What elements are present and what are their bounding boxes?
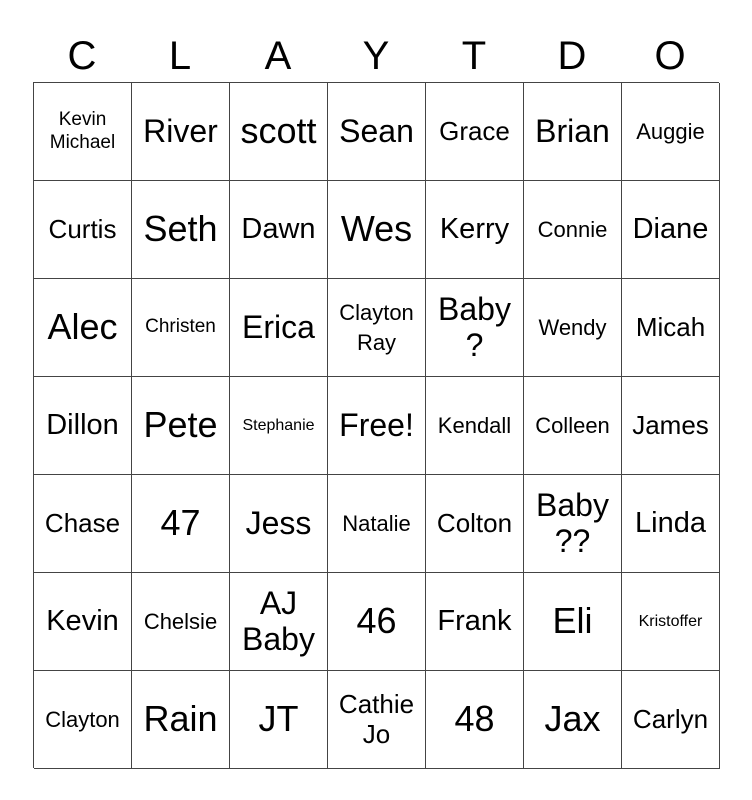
bingo-cell[interactable] [132, 475, 230, 573]
bingo-cell[interactable] [34, 573, 132, 671]
cell-label: Baby ? [438, 291, 511, 363]
cell-label: Natalie [342, 510, 411, 536]
bingo-cell[interactable] [328, 181, 426, 279]
cell-label: Erica [242, 308, 315, 345]
cell-label: Dillon [46, 408, 119, 441]
bingo-cell[interactable] [524, 83, 622, 181]
cell-label: Connie [537, 216, 608, 242]
cell-label: Wes [340, 208, 413, 250]
bingo-cell[interactable] [328, 83, 426, 181]
cell-label: Auggie [636, 118, 705, 144]
cell-label: Kevin [46, 604, 119, 637]
cell-label: Christen [145, 316, 216, 338]
bingo-cell[interactable] [328, 573, 426, 671]
bingo-cell[interactable] [34, 279, 132, 377]
cell-label: Kerry [439, 212, 510, 245]
bingo-cell[interactable] [328, 377, 426, 475]
cell-label: Jess [245, 504, 312, 541]
bingo-cell[interactable] [230, 475, 328, 573]
bingo-cell[interactable] [230, 83, 328, 181]
header-letter-o: O [654, 34, 686, 78]
cell-label: James [632, 409, 709, 440]
header-letter-y: Y [362, 34, 390, 78]
bingo-cell[interactable] [328, 279, 426, 377]
cell-label: Stephanie [242, 416, 315, 434]
header-letter-c: C [67, 34, 97, 78]
bingo-cell[interactable] [34, 377, 132, 475]
cell-label: Pete [143, 404, 218, 446]
cell-label: Diane [632, 212, 709, 245]
cell-label: 47 [160, 502, 201, 544]
cell-label: Kristoffer [638, 612, 703, 630]
bingo-cell[interactable] [622, 573, 720, 671]
bingo-cell[interactable] [230, 377, 328, 475]
bingo-cell[interactable] [132, 573, 230, 671]
bingo-cell[interactable] [132, 181, 230, 279]
cell-label: AJ Baby [242, 585, 315, 657]
header-letter-a: A [264, 34, 292, 78]
cell-label: Clayton [45, 706, 120, 732]
bingo-cell[interactable] [328, 475, 426, 573]
header-letter-l: L [168, 34, 192, 78]
bingo-cell[interactable] [34, 181, 132, 279]
header-letter-d: D [557, 34, 587, 78]
bingo-cell[interactable] [230, 279, 328, 377]
bingo-cell[interactable] [622, 475, 720, 573]
bingo-cell[interactable] [622, 83, 720, 181]
bingo-cell[interactable] [34, 83, 132, 181]
cell-label: Colleen [535, 412, 610, 438]
cell-label: Colton [436, 507, 513, 538]
cell-label: Linda [635, 506, 706, 539]
bingo-cell[interactable] [622, 181, 720, 279]
cell-label: Curtis [48, 213, 117, 244]
bingo-cell[interactable] [230, 181, 328, 279]
bingo-cell[interactable] [34, 671, 132, 769]
bingo-cell[interactable] [524, 671, 622, 769]
bingo-cell[interactable] [524, 475, 622, 573]
cell-label: Brian [535, 112, 610, 149]
cell-label: Alec [47, 306, 118, 348]
bingo-cell[interactable] [132, 83, 230, 181]
cell-label: 48 [454, 698, 495, 740]
cell-label: Free! [339, 406, 414, 443]
bingo-cell[interactable] [622, 377, 720, 475]
cell-label: Micah [635, 311, 706, 342]
cell-label: Chelsie [143, 608, 218, 634]
cell-label: Carlyn [632, 703, 709, 734]
cell-label: Frank [437, 604, 512, 637]
bingo-cell[interactable] [230, 671, 328, 769]
cell-label: Cathie Jo [338, 689, 415, 749]
cell-label: Kendall [437, 412, 512, 438]
bingo-cell[interactable] [34, 475, 132, 573]
bingo-cell[interactable] [328, 671, 426, 769]
bingo-cell[interactable] [426, 377, 524, 475]
bingo-cell[interactable] [132, 377, 230, 475]
cell-label: Jax [544, 698, 601, 740]
cell-label: Dawn [241, 212, 316, 245]
bingo-cell[interactable] [524, 181, 622, 279]
bingo-board [33, 82, 719, 768]
cell-label: scott [240, 110, 317, 152]
bingo-cell[interactable] [524, 377, 622, 475]
bingo-cell[interactable] [426, 475, 524, 573]
bingo-cell[interactable] [426, 573, 524, 671]
header-letter-t: T [461, 34, 487, 78]
cell-label: Chase [44, 507, 121, 538]
cell-label: Clayton Ray [339, 299, 414, 355]
bingo-cell[interactable] [622, 279, 720, 377]
cell-label: Baby ?? [536, 487, 609, 559]
cell-label: Sean [339, 112, 414, 149]
bingo-cell[interactable] [426, 83, 524, 181]
bingo-cell[interactable] [426, 181, 524, 279]
bingo-cell[interactable] [524, 573, 622, 671]
bingo-cell[interactable] [132, 671, 230, 769]
cell-label: 46 [356, 600, 397, 642]
cell-label: JT [258, 698, 299, 740]
cell-label: Rain [143, 698, 218, 740]
bingo-cell[interactable] [622, 671, 720, 769]
cell-label: Seth [143, 208, 218, 250]
bingo-cell[interactable] [426, 279, 524, 377]
cell-label: Grace [439, 115, 510, 146]
bingo-cell[interactable] [230, 573, 328, 671]
cell-label: Wendy [538, 314, 607, 340]
bingo-cell[interactable] [524, 279, 622, 377]
cell-label: River [143, 112, 218, 149]
bingo-header [33, 30, 719, 82]
cell-label: Eli [552, 600, 593, 642]
bingo-cell[interactable] [132, 279, 230, 377]
bingo-cell[interactable] [426, 671, 524, 769]
cell-label: Kevin Michael [49, 108, 116, 153]
